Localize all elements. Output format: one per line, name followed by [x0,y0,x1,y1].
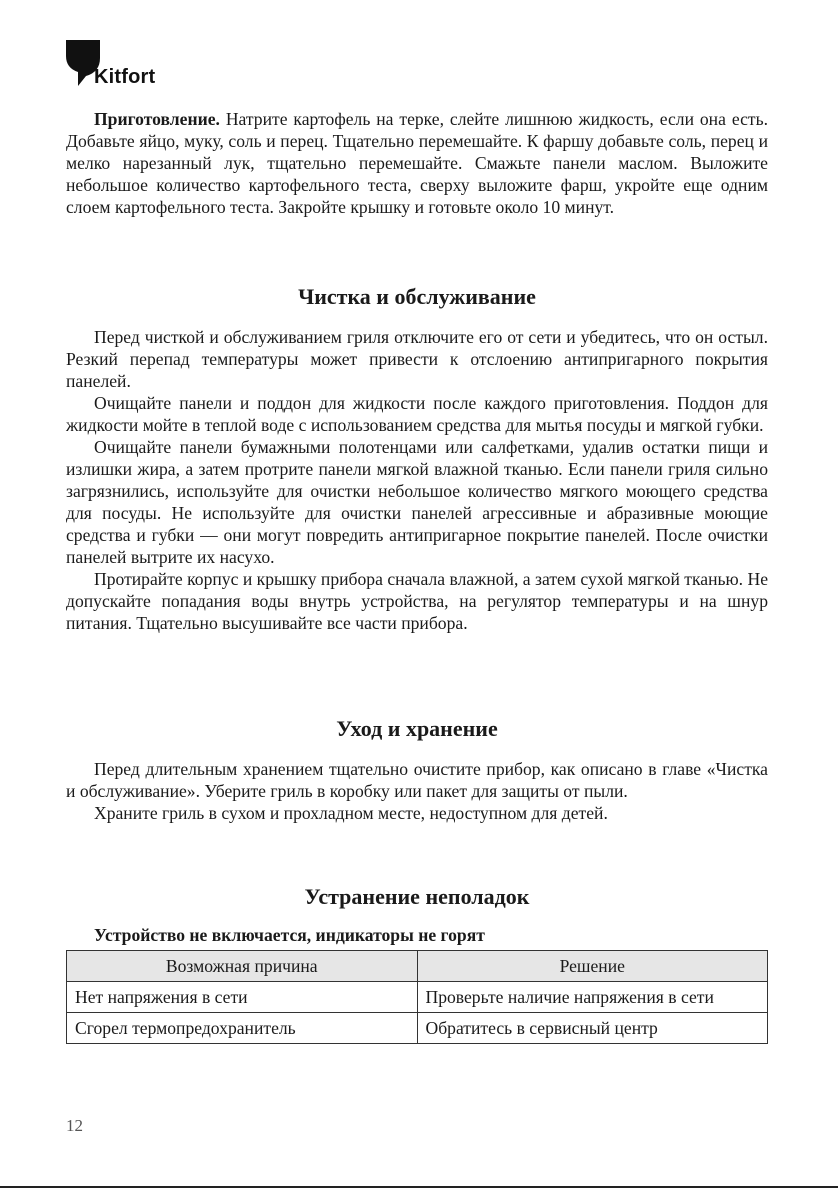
cleaning-title: Чистка и обслуживание [298,284,536,309]
column-header-cause: Возможная причина [67,951,418,982]
table-cell-solution: Обратитесь в сервисный центр [417,1013,768,1044]
cleaning-paragraph: Очищайте панели бумажными полотенцами или салфетками, удалив остатки пищи и излишки жира, а затем протрите панели мягкой влажной тканью. Если панели гриля сильно загрязнились, используйте для очистки небольшое количество мягкого моющего средства для посуды. Не используйте для очистки панелей агрессивные и абразивные моющие средства и губки — они могут повредить антипригарное покрытие панелей. После очистки панелей вытрите их насухо. [66,437,768,567]
brand-logo [66,40,176,90]
table-cell-cause: Сгорел термопредохранитель [67,1013,418,1044]
storage-paragraph: Перед длительным хранением тщательно очистите прибор, как описано в главе «Чистка и обслуживание». Уберите гриль в коробку или пакет для защиты от пыли. [66,759,768,801]
recipe-text: Натрите картофель на терке, слейте лишнюю жидкость, если она есть. Добавьте яйцо, муку, соль и перец. Тщательно перемешайте. К фаршу добавьте соль, перец и мелко нарезанный лук, тщательно перемешайте. Смажьте панели маслом. Выложите небольшое количество картофельного теста, сверху выложите фарш, укройте еще одним слоем картофельного теста. Закройте крышку и готовьте около 10 минут. [66,109,768,217]
table-row [67,1013,768,1044]
page-bottom-rule [0,1186,838,1188]
troubleshooting-subtitle: Устройство не включается, индикаторы не горят [94,925,485,945]
recipe-lead: Приготовление. [94,109,220,129]
table-cell-cause: Нет напряжения в сети [67,982,418,1013]
recipe-paragraph [66,108,768,218]
storage-paragraph: Храните гриль в сухом и прохладном месте, недоступном для детей. [94,803,608,823]
brand-name: Kitfort [94,66,156,88]
troubleshooting-title: Устранение неполадок [304,884,530,909]
cleaning-paragraph: Очищайте панели и поддон для жидкости после каждого приготовления. Поддон для жидкости мойте в теплой воде с использованием средства для мытья посуды и мягкой губки. [66,393,768,435]
page-content [66,108,768,1044]
page-number: 12 [66,1116,83,1135]
cleaning-paragraph: Перед чисткой и обслуживанием гриля отключите его от сети и убедитесь, что он остыл. Резкий перепад температуры может привести к отслоению антипригарного покрытия панелей. [66,327,768,391]
column-header-solution: Решение [417,951,768,982]
table-cell-solution: Проверьте наличие напряжения в сети [417,982,768,1013]
troubleshooting-table [66,950,768,1044]
storage-title: Уход и хранение [336,716,498,741]
table-row [67,982,768,1013]
table-header-row [67,951,768,982]
cleaning-paragraph: Протирайте корпус и крышку прибора сначала влажной, а затем сухой мягкой тканью. Не допускайте попадания воды внутрь устройства, на регулятор температуры и на шнур питания. Тщательно высушивайте все части прибора. [66,569,768,633]
